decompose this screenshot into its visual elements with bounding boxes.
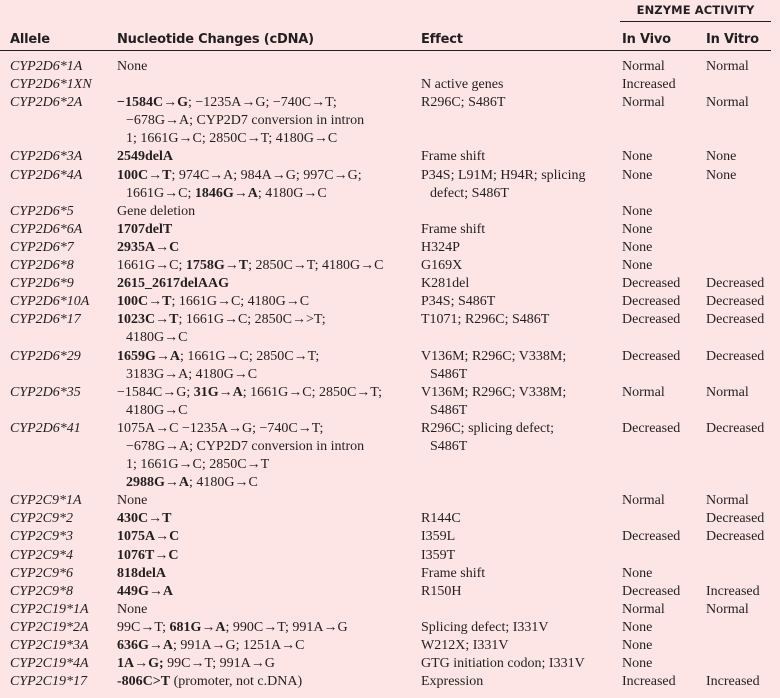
- in-vitro-cell: Decreased: [706, 276, 765, 292]
- key-variant: 1846G→A: [194, 185, 258, 201]
- allele-cell: CYP2D6*6A: [10, 221, 83, 237]
- effect-line: N active genes: [421, 77, 504, 93]
- in-vivo-cell: Decreased: [622, 420, 681, 436]
- effect-line: GTG initiation codon; I331V: [421, 656, 585, 672]
- effect-line: Frame shift: [421, 149, 486, 165]
- in-vitro-cell: None: [706, 167, 737, 183]
- table-row: [0, 203, 780, 221]
- effect-line: T1071; R296C; S486T: [421, 312, 550, 328]
- table-row: [0, 257, 780, 275]
- nucleotide-cell: [117, 221, 417, 239]
- in-vitro-cell: Decreased: [706, 348, 765, 364]
- nucleotide-line: [117, 221, 417, 239]
- effect-cell: [421, 293, 616, 311]
- allele-cell: CYP2C19*4A: [10, 656, 89, 672]
- nucleotide-line: [117, 148, 417, 166]
- nucleotide-line: [117, 58, 417, 76]
- allele-cell: CYP2D6*4A: [10, 167, 83, 183]
- effect-cell: [421, 619, 616, 637]
- effect-cell: [421, 384, 616, 420]
- effect-line: Frame shift: [421, 221, 486, 237]
- key-variant: 818delA: [117, 565, 166, 581]
- effect-cell: [421, 148, 616, 166]
- effect-line: R296C; S486T: [421, 95, 506, 111]
- table-row: [0, 510, 780, 528]
- in-vitro-cell: Normal: [706, 95, 749, 111]
- effect-line: Splicing defect; I331V: [421, 619, 549, 635]
- key-variant: 636G→A: [117, 638, 173, 654]
- nucleotide-line: [117, 167, 417, 185]
- nucleotide-line: [117, 384, 417, 402]
- effect-line: S486T: [430, 366, 468, 382]
- table-row: [0, 148, 780, 166]
- effect-cell: [421, 348, 616, 384]
- variant-text: 99C→T; 991A→G: [163, 656, 275, 672]
- nucleotide-cell: [117, 384, 417, 420]
- in-vivo-cell: None: [622, 565, 653, 581]
- key-variant: 1659G→A: [117, 348, 180, 364]
- table-row: [0, 619, 780, 637]
- in-vivo-cell: Decreased: [622, 294, 681, 310]
- in-vivo-cell: Increased: [622, 674, 676, 690]
- table-row: [0, 384, 780, 420]
- nucleotide-line: [117, 275, 417, 293]
- effect-cell: [421, 167, 616, 203]
- column-header-allele: Allele: [10, 32, 50, 47]
- key-variant: 1758G→T: [185, 258, 249, 274]
- nucleotide-cell: [117, 583, 417, 601]
- in-vivo-cell: Normal: [622, 59, 665, 74]
- variant-text: −1584C→G;: [117, 384, 194, 400]
- variant-text: (promoter, not c.DNA): [170, 674, 303, 690]
- nucleotide-line: [117, 94, 417, 112]
- nucleotide-cell: [117, 257, 417, 275]
- variant-text: ; 974C→A; 984A→G; 997C→G;: [171, 167, 362, 183]
- nucleotide-cell: [117, 94, 417, 148]
- effect-cell: [421, 221, 616, 239]
- table-row: [0, 348, 780, 384]
- table-row: [0, 583, 780, 601]
- variant-text: 99C→T;: [117, 619, 170, 635]
- table-row: [0, 673, 780, 691]
- variant-text: 1; 1661G→C; 2850C→T: [126, 457, 270, 473]
- in-vivo-cell: Decreased: [622, 348, 681, 364]
- table-row: [0, 311, 780, 347]
- table-row: [0, 167, 780, 203]
- nucleotide-cell: [117, 655, 417, 673]
- effect-cell: [421, 311, 616, 329]
- effect-line: S486T: [430, 438, 468, 454]
- group-header-rule: [620, 21, 771, 22]
- in-vitro-cell: None: [706, 149, 737, 165]
- in-vivo-cell: Normal: [622, 384, 665, 400]
- nucleotide-cell: [117, 203, 417, 221]
- enzyme-activity-group-header: ENZYME ACTIVITY: [636, 3, 755, 17]
- table-row: [0, 76, 780, 94]
- effect-cell: [421, 239, 616, 257]
- nucleotide-line: [117, 565, 417, 583]
- allele-cell: CYP2D6*35: [10, 384, 81, 400]
- effect-line: V136M; R296C; V338M;: [421, 384, 567, 400]
- key-variant: 1075A→C: [117, 529, 180, 545]
- allele-cell: CYP2D6*41: [10, 420, 81, 436]
- key-variant: 1023C→T: [117, 312, 179, 328]
- allele-cell: CYP2C9*3: [10, 529, 74, 545]
- allele-cell: CYP2D6*3A: [10, 149, 83, 165]
- in-vitro-cell: Increased: [706, 674, 760, 690]
- effect-line: R150H: [421, 583, 462, 599]
- in-vitro-cell: Decreased: [706, 312, 765, 328]
- key-variant: 449G→A: [117, 583, 173, 599]
- nucleotide-line: [117, 673, 417, 691]
- variant-text: None: [117, 601, 148, 617]
- effect-cell: [421, 420, 616, 456]
- table-row: [0, 655, 780, 673]
- variant-text: 1; 1661G→C; 2850C→T; 4180G→C: [126, 131, 338, 147]
- nucleotide-cell: [117, 601, 417, 619]
- nucleotide-cell: [117, 510, 417, 528]
- variant-text: ; −1235A→G; −740C→T;: [187, 95, 337, 111]
- allele-cell: CYP2C9*8: [10, 583, 74, 599]
- nucleotide-line: [117, 655, 417, 673]
- allele-cell: CYP2D6*9: [10, 276, 74, 292]
- table-row: [0, 601, 780, 619]
- table-row: [0, 94, 780, 148]
- nucleotide-line: [117, 402, 417, 420]
- variant-text: ; 4180G→C: [257, 185, 327, 201]
- in-vivo-cell: None: [622, 638, 653, 654]
- allele-cell: CYP2D6*8: [10, 258, 74, 274]
- nucleotide-cell: [117, 58, 417, 76]
- variant-text: −678G→A; CYP2D7 conversion in intron: [126, 438, 365, 454]
- nucleotide-cell: [117, 148, 417, 166]
- effect-cell: [421, 637, 616, 655]
- table-row: [0, 492, 780, 510]
- table-row: [0, 221, 780, 239]
- variant-text: ; 1661G→C; 2850C→T;: [242, 384, 382, 400]
- effect-line: R144C: [421, 511, 461, 527]
- variant-text: ; 990C→T; 991A→G: [225, 619, 348, 635]
- effect-line: Frame shift: [421, 565, 486, 581]
- key-variant: 1A→G;: [117, 656, 164, 672]
- effect-cell: [421, 565, 616, 583]
- effect-line: Expression: [421, 674, 484, 690]
- key-variant: -806C>T: [117, 674, 171, 690]
- nucleotide-line: [117, 474, 417, 492]
- column-header-in-vitro: In Vitro: [706, 32, 759, 47]
- in-vivo-cell: Decreased: [622, 276, 681, 292]
- in-vivo-cell: Decreased: [622, 583, 681, 599]
- allele-cell: CYP2C19*17: [10, 674, 88, 690]
- key-variant: 2549delA: [117, 149, 173, 165]
- effect-cell: [421, 76, 616, 94]
- allele-cell: CYP2D6*5: [10, 203, 74, 219]
- in-vivo-cell: None: [622, 239, 653, 255]
- allele-cell: CYP2C9*2: [10, 511, 74, 527]
- key-variant: 31G→A: [193, 384, 243, 400]
- nucleotide-cell: [117, 528, 417, 546]
- in-vitro-cell: Decreased: [706, 511, 765, 527]
- nucleotide-line: [117, 112, 417, 130]
- in-vitro-cell: Normal: [706, 601, 749, 617]
- variant-text: None: [117, 59, 148, 74]
- nucleotide-cell: [117, 239, 417, 257]
- nucleotide-cell: [117, 619, 417, 637]
- effect-cell: [421, 94, 616, 112]
- in-vitro-cell: Decreased: [706, 420, 765, 436]
- effect-line: G169X: [421, 258, 463, 274]
- nucleotide-line: [117, 420, 417, 438]
- key-variant: 100C→T: [117, 294, 172, 310]
- allele-cell: CYP2C9*1A: [10, 493, 82, 509]
- nucleotide-line: [117, 293, 417, 311]
- nucleotide-line: [117, 366, 417, 384]
- in-vitro-cell: Normal: [706, 493, 749, 509]
- table-row: [0, 239, 780, 257]
- column-header-in-vivo: In Vivo: [622, 32, 671, 47]
- effect-line: K281del: [421, 276, 470, 292]
- nucleotide-cell: [117, 293, 417, 311]
- nucleotide-line: [117, 528, 417, 546]
- variant-text: 1661G→C;: [126, 185, 195, 201]
- nucleotide-line: [117, 637, 417, 655]
- in-vivo-cell: None: [622, 258, 653, 274]
- table-row: [0, 58, 780, 76]
- nucleotide-line: [117, 329, 417, 347]
- nucleotide-line: [117, 583, 417, 601]
- nucleotide-cell: [117, 547, 417, 565]
- key-variant: 430C→T: [117, 511, 172, 527]
- table-body: [0, 58, 780, 691]
- in-vitro-cell: Decreased: [706, 294, 765, 310]
- variant-text: 1661G→C;: [117, 258, 186, 274]
- variant-text: 1075A→C −1235A→G; −740C→T;: [117, 420, 324, 436]
- allele-cell: CYP2C19*1A: [10, 601, 89, 617]
- effect-line: S486T: [430, 402, 468, 418]
- allele-cell: CYP2D6*17: [10, 312, 81, 328]
- in-vivo-cell: None: [622, 149, 653, 165]
- in-vivo-cell: Increased: [622, 77, 676, 93]
- allele-cell: CYP2D6*1A: [10, 59, 83, 74]
- table-row: [0, 547, 780, 565]
- allele-cell: CYP2D6*29: [10, 348, 81, 364]
- in-vivo-cell: None: [622, 656, 653, 672]
- nucleotide-line: [117, 601, 417, 619]
- in-vitro-cell: Increased: [706, 583, 760, 599]
- allele-cell: CYP2D6*10A: [10, 294, 90, 310]
- nucleotide-cell: [117, 311, 417, 347]
- allele-cell: CYP2C19*3A: [10, 638, 89, 654]
- variant-text: ; 4180G→C: [189, 475, 258, 491]
- in-vivo-cell: Decreased: [622, 312, 681, 328]
- nucleotide-line: [117, 185, 417, 203]
- nucleotide-cell: [117, 492, 417, 510]
- column-header-nucleotide: Nucleotide Changes (cDNA): [117, 32, 314, 47]
- effect-cell: [421, 673, 616, 691]
- allele-cell: CYP2D6*7: [10, 239, 74, 255]
- table-row: [0, 420, 780, 492]
- effect-cell: [421, 547, 616, 565]
- allele-cell: CYP2D6*2A: [10, 95, 83, 111]
- key-variant: −1584C→G: [117, 95, 188, 111]
- nucleotide-cell: [117, 167, 417, 203]
- key-variant: 681G→A: [169, 619, 226, 635]
- nucleotide-cell: [117, 565, 417, 583]
- key-variant: 1707delT: [117, 221, 173, 237]
- nucleotide-line: [117, 257, 417, 275]
- variant-text: ; 1661G→C; 4180G→C: [171, 294, 310, 310]
- effect-line: W212X; I331V: [421, 638, 509, 654]
- allele-cell: CYP2C9*6: [10, 565, 74, 581]
- table-row: [0, 637, 780, 655]
- nucleotide-line: [117, 130, 417, 148]
- table-row: [0, 528, 780, 546]
- nucleotide-cell: [117, 420, 417, 492]
- effect-line: P34S; S486T: [421, 294, 496, 310]
- column-header-effect: Effect: [421, 32, 463, 47]
- effect-cell: [421, 583, 616, 601]
- in-vivo-cell: None: [622, 203, 653, 219]
- effect-line: V136M; R296C; V338M;: [421, 348, 567, 364]
- in-vitro-cell: Decreased: [706, 529, 765, 545]
- variant-text: ; 991A→G; 1251A→C: [173, 638, 305, 654]
- in-vitro-cell: Normal: [706, 59, 749, 74]
- variant-text: ; 1661G→C; 2850C→T;: [180, 348, 320, 364]
- in-vivo-cell: None: [622, 167, 653, 183]
- effect-line: R296C; splicing defect;: [421, 420, 554, 436]
- in-vivo-cell: Normal: [622, 601, 665, 617]
- nucleotide-cell: [117, 348, 417, 384]
- nucleotide-cell: [117, 637, 417, 655]
- in-vitro-cell: Normal: [706, 384, 749, 400]
- nucleotide-line: [117, 456, 417, 474]
- table-row: [0, 565, 780, 583]
- effect-line: H324P: [421, 239, 460, 255]
- nucleotide-line: [117, 510, 417, 528]
- nucleotide-cell: [117, 275, 417, 293]
- in-vivo-cell: None: [622, 619, 653, 635]
- nucleotide-line: [117, 311, 417, 329]
- variant-text: 4180G→C: [126, 402, 188, 418]
- in-vivo-cell: Normal: [622, 493, 665, 509]
- effect-cell: [421, 655, 616, 673]
- header-rule: [0, 50, 771, 51]
- variant-text: −678G→A; CYP2D7 conversion in intron: [126, 113, 365, 129]
- key-variant: 100C→T: [117, 167, 172, 183]
- variant-text: 4180G→C: [126, 330, 188, 346]
- variant-text: None: [117, 493, 148, 509]
- in-vivo-cell: Normal: [622, 95, 665, 111]
- effect-cell: [421, 510, 616, 528]
- in-vivo-cell: Decreased: [622, 529, 681, 545]
- effect-line: I359T: [421, 547, 456, 563]
- key-variant: 2988G→A: [126, 475, 189, 491]
- effect-line: I359L: [421, 529, 456, 545]
- key-variant: 2615_2617delAAG: [117, 276, 229, 292]
- allele-cell: CYP2C9*4: [10, 547, 74, 563]
- variant-text: 3183G→A; 4180G→C: [126, 366, 258, 382]
- nucleotide-line: [117, 438, 417, 456]
- allele-cell: CYP2C19*2A: [10, 619, 89, 635]
- effect-line: P34S; L91M; H94R; splicing: [421, 167, 586, 183]
- effect-cell: [421, 257, 616, 275]
- variant-text: ; 1661G→C; 2850C→>T;: [178, 312, 326, 328]
- nucleotide-line: [117, 348, 417, 366]
- nucleotide-cell: [117, 673, 417, 691]
- in-vivo-cell: None: [622, 221, 653, 237]
- key-variant: 1076T→C: [117, 547, 179, 563]
- nucleotide-line: [117, 492, 417, 510]
- variant-text: Gene deletion: [117, 203, 196, 219]
- effect-cell: [421, 275, 616, 293]
- effect-line: defect; S486T: [430, 185, 509, 201]
- allele-cell: CYP2D6*1XN: [10, 77, 92, 93]
- table-row: [0, 293, 780, 311]
- effect-cell: [421, 528, 616, 546]
- key-variant: 2935A→C: [117, 239, 180, 255]
- table-row: [0, 275, 780, 293]
- nucleotide-line: [117, 239, 417, 257]
- nucleotide-line: [117, 203, 417, 221]
- nucleotide-line: [117, 547, 417, 565]
- nucleotide-line: [117, 619, 417, 637]
- variant-text: ; 2850C→T; 4180G→C: [248, 258, 384, 274]
